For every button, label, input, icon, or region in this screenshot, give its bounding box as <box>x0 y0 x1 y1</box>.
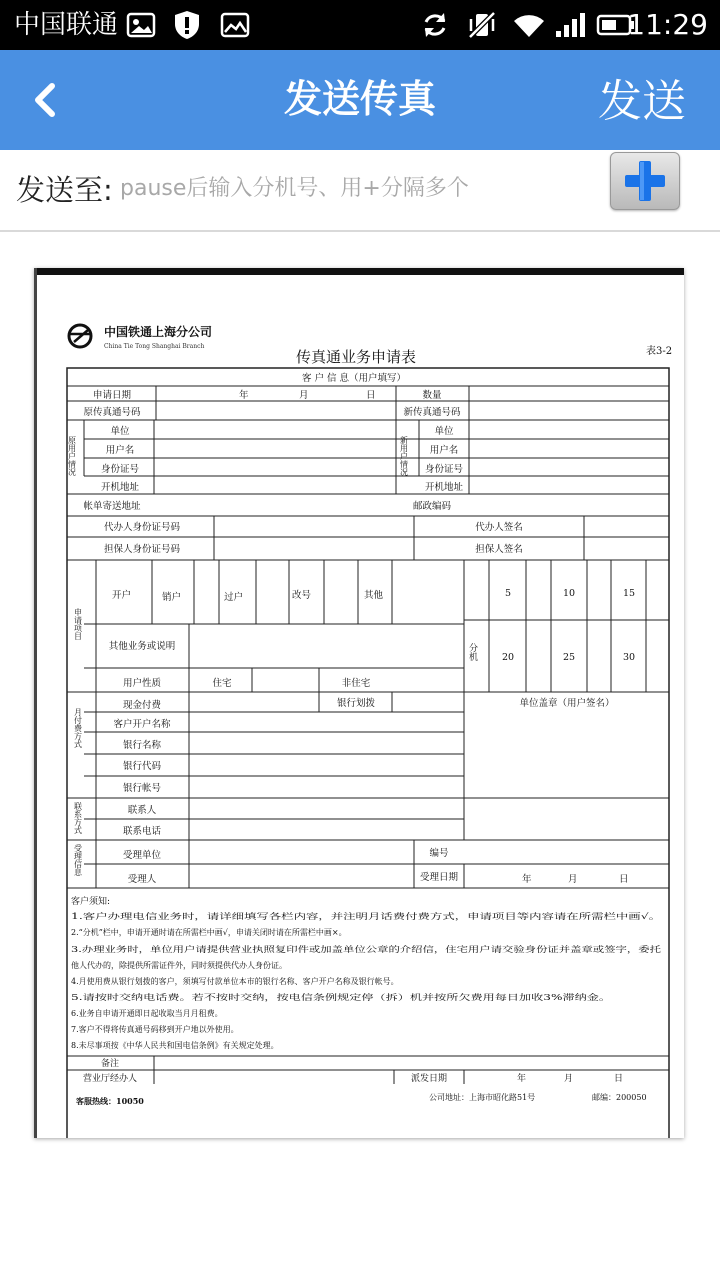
form-number: 表3-2 <box>646 346 673 357</box>
fax-document-preview[interactable] <box>34 268 684 1138</box>
new-fax-label: 新传真通号码 <box>403 407 461 418</box>
handler-label: 营业厅经办人 <box>82 1074 138 1084</box>
orig-address-label: 开机地址 <box>100 482 140 493</box>
postcode-label: 邮政编码 <box>412 501 452 512</box>
new-unit-label: 单位 <box>434 426 454 437</box>
status-bar <box>0 0 720 50</box>
serial-no-label: 编号 <box>429 848 449 859</box>
company-name: 中国铁通上海分公司 <box>104 325 213 339</box>
user-type-label: 用户性质 <box>122 678 162 689</box>
new-user-group: 新用户情况 <box>399 436 409 476</box>
new-username-label: 用户名 <box>429 445 459 456</box>
note-3-cont: 他人代办的，除提供所需证件外，同时须提供代办人身份证。 <box>71 961 287 970</box>
sync-icon <box>420 8 450 42</box>
shield-icon <box>172 8 202 42</box>
bill-address-label: 帐单寄送地址 <box>83 501 141 512</box>
bank-transfer-label: 银行划拨 <box>336 698 376 709</box>
residential-option: 住宅 <box>212 678 232 689</box>
ext-5: 5 <box>504 588 512 599</box>
orig-user-group: 原用户情况 <box>67 436 77 476</box>
guarantor-id-label: 担保人身份证号码 <box>103 544 181 555</box>
wifi-icon <box>512 8 546 42</box>
item-transfer: 过户 <box>224 592 244 603</box>
signal-icon <box>554 8 586 42</box>
item-open: 开户 <box>112 590 132 601</box>
extension-label: 分机 <box>467 643 477 661</box>
dispatch-day: 日 <box>614 1074 624 1084</box>
recipient-row <box>0 150 720 232</box>
orig-id-label: 身份证号 <box>100 464 140 475</box>
note-5: 5.请按时交纳电话费。若不按时交纳，按电信条例规定停（拆）机并按所欠费用每日加收3%滞纳金。 <box>71 993 428 1002</box>
dispatch-month: 月 <box>564 1074 574 1084</box>
apply-date-label: 申请日期 <box>92 390 132 401</box>
date-month: 月 <box>299 390 309 401</box>
accept-day: 日 <box>619 874 629 885</box>
orig-fax-label: 原传真通号码 <box>83 407 141 418</box>
add-contact-button[interactable] <box>610 152 680 210</box>
note-6: 6.业务自申请开通即日起收取当月月租费。 <box>71 1009 223 1018</box>
other-business-label: 其他业务或说明 <box>108 641 176 652</box>
send-button[interactable]: 发送 <box>598 76 686 127</box>
account-name-label: 客户开户名称 <box>113 719 171 730</box>
section-customer-info: 客 户 信 息（用户填写） <box>301 373 407 384</box>
back-button[interactable] <box>22 70 78 130</box>
accept-year: 年 <box>522 874 532 885</box>
fax-form-image <box>34 268 684 1138</box>
dispatch-year: 年 <box>517 1074 527 1084</box>
note-2: 2.“分机”栏中，申请开通时请在所需栏中画√，申请关闭时请在所需栏中画×。 <box>71 928 347 937</box>
note-8: 8.未尽事项按《中华人民共和国电信条例》有关规定处理。 <box>71 1041 279 1050</box>
date-year: 年 <box>239 390 249 401</box>
title-bar <box>0 50 720 150</box>
agent-sign-label: 代办人签名 <box>475 522 523 533</box>
agent-id-label: 代办人身份证号码 <box>103 522 181 533</box>
ext-25: 25 <box>562 652 576 663</box>
acceptor-label: 受理人 <box>127 874 157 885</box>
vibrate-off-icon <box>466 8 498 42</box>
new-address-label: 开机地址 <box>424 482 464 493</box>
bank-code-label: 银行代码 <box>122 761 162 772</box>
remarks-label: 备注 <box>100 1059 120 1069</box>
orig-username-label: 用户名 <box>105 445 135 456</box>
bank-name-label: 银行名称 <box>122 740 162 751</box>
accept-month: 月 <box>568 874 578 885</box>
new-id-label: 身份证号 <box>424 464 464 475</box>
company-address: 公司地址：上海市昭化路51号 <box>429 1093 536 1102</box>
accept-date-label: 受理日期 <box>419 872 459 883</box>
dispatch-date-label: 派发日期 <box>410 1074 448 1084</box>
accept-group: 受理信息 <box>73 844 83 876</box>
unit-seal-label: 单位盖章（用户签名） <box>519 698 615 709</box>
ext-15: 15 <box>622 588 636 599</box>
company-logo <box>68 325 92 347</box>
note-7: 7.客户不得将传真通号码移到开户地以外使用。 <box>71 1025 239 1034</box>
carrier-name: 中国联通 <box>14 10 119 40</box>
form-title: 传真通业务申请表 <box>295 348 417 366</box>
note-4: 4.月使用费从银行划拨的客户，须填写付款单位本市的银行名称、客户开户名称及银行帐号。 <box>71 977 399 986</box>
bank-account-label: 银行帐号 <box>122 783 162 794</box>
plus-icon <box>611 153 679 209</box>
item-change-number: 改号 <box>292 590 312 601</box>
recipient-label: 发送至: <box>16 173 113 207</box>
back-chevron-icon <box>22 70 78 130</box>
non-residential-option: 非住宅 <box>341 678 371 689</box>
ext-20: 20 <box>501 652 515 663</box>
company-zip: 邮编：200050 <box>592 1093 647 1102</box>
contact-phone-label: 联系电话 <box>122 826 162 837</box>
cash-pay-label: 现金付费 <box>122 700 162 711</box>
guarantor-sign-label: 担保人签名 <box>475 544 523 555</box>
item-other: 其他 <box>364 590 384 601</box>
note-3: 3.办理业务时，单位用户请提供营业执照复印件或加盖单位公章的介绍信，住宅用户请交验身份证并盖章或签字，委托 <box>71 945 487 954</box>
accept-unit-label: 受理单位 <box>122 850 162 861</box>
note-1: 1.客户办理电信业务时，请详细填写各栏内容，并注明月话费付费方式，申请项目等内容请在所需栏中画√。 <box>71 912 452 921</box>
clock: 11:29 <box>627 8 708 41</box>
notes-title: 客户须知: <box>71 897 111 907</box>
contact-group: 联系方式 <box>73 802 83 834</box>
hotline: 客服热线：10050 <box>76 1096 144 1106</box>
qty-label: 数量 <box>422 390 442 401</box>
recipient-input[interactable] <box>120 168 590 208</box>
apply-items-group: 申请项目 <box>73 608 83 640</box>
contact-person-label: 联系人 <box>127 805 157 816</box>
date-day: 日 <box>366 390 376 401</box>
photo-icon <box>220 8 250 42</box>
ext-30: 30 <box>622 652 636 663</box>
item-close: 销户 <box>162 592 182 603</box>
monthly-pay-group: 月付费方式 <box>73 708 83 748</box>
ext-10: 10 <box>562 588 576 599</box>
page-title: 发送传真 <box>283 77 436 121</box>
company-name-en: China Tie Tong Shanghai Branch <box>104 343 205 350</box>
orig-unit-label: 单位 <box>110 426 130 437</box>
image-icon <box>126 8 156 42</box>
